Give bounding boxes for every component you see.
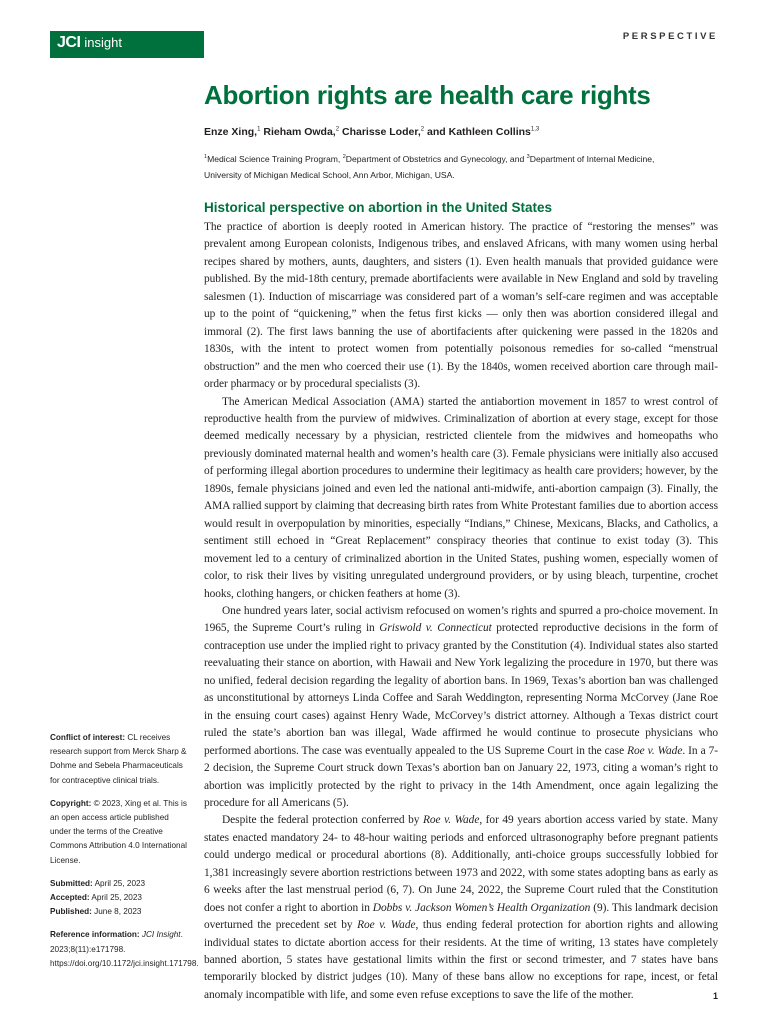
affil-text: University of Michigan Medical School, Ann Arbor, Michigan, USA. <box>204 169 455 180</box>
affil-sup: 1 <box>204 154 208 160</box>
author-name: Charisse Loder, <box>341 126 421 138</box>
section-label: PERSPECTIVE <box>622 31 718 42</box>
journal-name: JCI Insight <box>141 930 181 940</box>
logo-jci-text: JCI <box>57 34 81 51</box>
case-name: Roe v. Wade <box>357 919 416 932</box>
case-name: Roe v. Wade <box>423 814 480 827</box>
author-affil-sup: 2 <box>420 126 425 133</box>
paragraph <box>204 603 718 812</box>
text-run: , thus ending federal protection for abortion rights and allowing individual states to dictate abortion access for their residents. At the time of writing, 13 states have completely banned abortion, 5 states have gestational limits within the first or second trimester, and 7 states have bans temporarily blocked by district judges (10). Many of these bans allow no exceptions for rape, incest, or fetal anomaly incompatible with life, and some even refuse exceptions to save the life of the mother. <box>204 919 718 1001</box>
sidebar-label: Copyright: <box>50 798 92 808</box>
text-run: (9). This landmark decision overturned the precedent set by <box>204 901 719 932</box>
paragraph <box>204 812 718 1004</box>
paragraph: The American Medical Association (AMA) started the antiabortion movement in 1857 to wrest control of reproductive health from the purview of midwives. Criminalization of abortion at every stage, except for those deemed medically necessary by a physician, restricted clientele from the midwives and homeopaths who previously dominated maternal health and women’s health care (3). Female physicians were initially also accused of performing illegal abortion procedures to undermine their legitimacy as health care providers; however, by the 1890s, female physicians joined and even led the national anti-midwife, anti-abortion campaign (3). Finally, the AMA rallied support by claiming that decreasing birth rates from White Protestant families due to abortion access would result in overpopulation by minorities, especially “Indians,” Chinese, Mexicans, Blacks, and Catholics, a sentiment still echoed in “Great Replacement” conspiracy theories that continue to exist today (3). This movement led to a century of criminalized abortion in the United States, pushing women, especially women of color, to risk their lives by visiting unregulated underground providers, or by using bleach, turpentine, crochet hooks, clothing hangers, or chicken feathers at home (3). <box>204 395 718 600</box>
case-name: Griswold v. Connecticut <box>379 622 492 635</box>
sidebar-label: Reference information: <box>50 930 140 940</box>
affil-text: Medical Science Training Program, <box>207 153 343 164</box>
paragraph: The practice of abortion is deeply rooted in American history. The practice of “restoring the menses” was prevalent among European colonists, Indigenous tribes, and enslaved Africans, with many women using herbal recipes shared by mothers, aunts, daughters, and sisters (1). Even health manuals that provided guidance were published. By the mid-18th century, premade abortifacients were available in New England and sold by traveling salesmen (1). Induction of miscarriage was considered part of a woman’s self-care regimen and was acceptable up to the point of “quickening,” when the fetus first kicks — only then was abortion considered illegal and immoral (2). The first laws banning the use of abortifacients after quickening were passed in the 1820s and 1830s, with the intent to protect women from potentially poisonous remedies for so-called “menstrual obstruction” and the men who coerced their use (1). By the 1840s, women received abortion care through mail-order pharmacy or by procedural specialists (3). <box>204 221 718 391</box>
author-name: and Kathleen Collins <box>427 126 531 138</box>
text-run: Despite the federal protection conferred by <box>222 814 423 827</box>
author-list <box>204 126 539 138</box>
sidebar-text: April 25, 2023 <box>92 878 146 888</box>
conflict-of-interest <box>50 731 190 788</box>
sidebar-text: © 2023, Xing et al. This is an open access article published under the terms of the Creative Commons Attribution 4.0 International License. <box>50 798 187 865</box>
sidebar-text: June 8, 2023 <box>91 907 142 917</box>
accepted-date <box>50 891 190 905</box>
text-run: One hundred years later, social activism refocused on women’s rights and spurred a pro-choice movement. In 1965, the Supreme Court’s ruling in <box>204 604 718 635</box>
author-affil-sup: 1 <box>257 126 261 133</box>
affil-sup: 3 <box>526 154 530 160</box>
author-name: Rieham Owda, <box>263 126 336 138</box>
article-dates <box>50 877 190 920</box>
text-run: protected reproductive decisions in the form of contraception use under the implied right to privacy granted by the Constitution (4). Individual states also started reevaluating their stance on abortion, with Hawaii and New York legalizing the procedure in 1970, but there was no unified, federal decision regarding the legality of abortion bans. In 1969, Texas’s abortion ban was challenged as unconstitutional by attorneys Linda Coffee and Sarah Weddington, representing Norma McCorvey (Jane Roe in the ensuing court cases) against Henry Wade, McCorvey’s district attorney. Although a Texas district court ruled the state’s abortion ban was illegal, Wade affirmed he would continue to prosecute physicians who performed abortions. The case was eventually appealed to the US Supreme Court in the case <box>204 622 718 757</box>
copyright-note <box>50 797 190 868</box>
sidebar-label: Accepted: <box>50 893 90 903</box>
affil-text: Department of Obstetrics and Gynecology, and <box>345 153 527 164</box>
sidebar-label: Submitted: <box>50 878 93 888</box>
sidebar-text: CL receives research support from Merck Sharp & Dohme and Sebela Pharmaceuticals for contraceptive clinical trials. <box>50 733 187 785</box>
page-number: 1 <box>712 991 718 1001</box>
article-title: Abortion rights are health care rights <box>204 80 651 110</box>
section-heading: Historical perspective on abortion in the United States <box>204 200 553 215</box>
case-name: Roe v. Wade <box>627 744 683 757</box>
affiliations <box>204 149 724 183</box>
reference-information <box>50 928 199 971</box>
author-affil-sup: 1,3 <box>530 126 540 133</box>
journal-logo <box>50 31 204 58</box>
affil-text: Department of Internal Medicine, <box>529 153 655 164</box>
author-affil-sup: 2 <box>335 126 340 133</box>
article-body <box>204 219 718 1004</box>
published-date <box>50 905 190 919</box>
affil-sup: 2 <box>342 154 346 160</box>
sidebar-text: . 2023;8(11):e171798. https://doi.org/10.1172/jci.insight.171798. <box>50 930 199 968</box>
text-run: , for 49 years abortion access varied by state. Many states enacted mandatory 24- to 48-hour waiting periods and enforced ultrasonography before pregnant patients could undergo medical or procedural abortions (8). Additionally, anti-choice groups successfully lobbied for 1,381 increasingly severe abortion restrictions between 1973 and 2022, with some states adopting bans as early as 6 weeks after the last menstrual period (6, 7). On June 24, 2022, the Supreme Court ruled that the Constitution does not confer a right to abortion in <box>204 814 718 914</box>
submitted-date <box>50 877 190 891</box>
logo-insight-text: insight <box>84 35 122 50</box>
sidebar-text: April 25, 2023 <box>89 893 142 903</box>
article-sidebar <box>50 731 199 980</box>
text-run: . In a 7-2 decision, the Supreme Court struck down Texas’s abortion ban on January 22, 1973, citing a woman’s right to abortion was implicitly protected by the right to privacy in the 14th Amendment, once again legalizing the procedure for all Americans (5). <box>204 744 718 809</box>
author-name: Enze Xing, <box>204 126 258 138</box>
sidebar-label: Conflict of interest: <box>50 733 126 742</box>
sidebar-label: Published: <box>50 907 92 917</box>
case-name: Dobbs v. Jackson Women’s Health Organization <box>372 901 591 914</box>
